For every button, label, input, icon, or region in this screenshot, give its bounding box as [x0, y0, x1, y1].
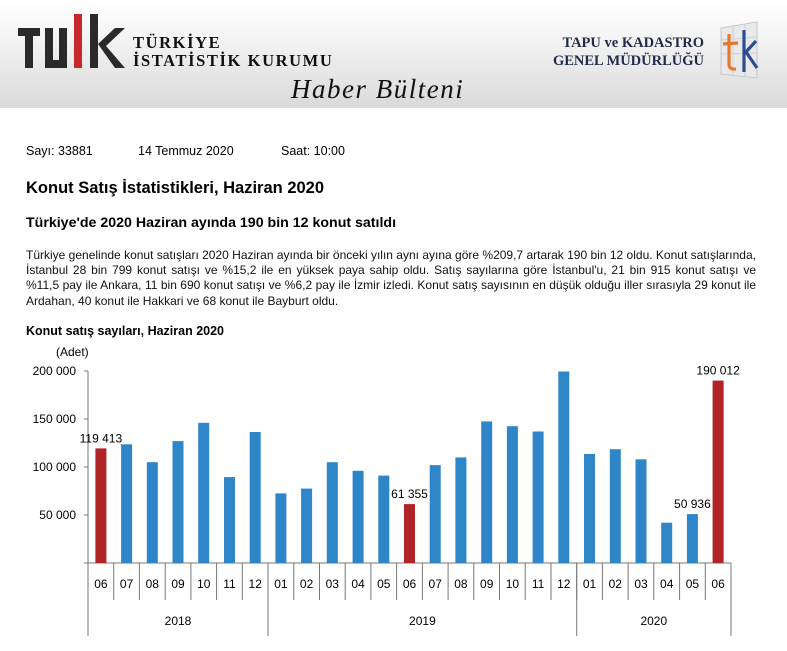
tkgm-name-line1: TAPU ve KADASTRO [562, 35, 704, 51]
bar-1 [121, 444, 132, 563]
x-tick-label: 12 [557, 577, 571, 591]
bar-14 [455, 457, 466, 563]
bar-12 [404, 504, 415, 563]
x-group-label: 2020 [640, 614, 668, 628]
x-tick-label: 02 [299, 577, 314, 591]
x-tick-label: 05 [377, 577, 391, 591]
x-tick-label: 02 [608, 577, 622, 591]
bar-22 [661, 523, 672, 563]
bar-7 [275, 493, 286, 563]
x-tick-label: 11 [223, 577, 236, 591]
x-tick-label: 10 [197, 577, 211, 591]
x-tick-label: 05 [685, 577, 700, 591]
x-tick-label: 09 [480, 577, 494, 591]
bulletin-time: Saat: 10:00 [281, 144, 345, 158]
y-tick-label: 50 000 [39, 508, 76, 522]
tkgm-name-line2: GENEL MÜDÜRLÜĞÜ [552, 53, 704, 69]
x-tick-label: 04 [660, 577, 674, 591]
x-group-label: 2019 [409, 614, 436, 628]
bar-16 [507, 426, 518, 563]
bar-11 [378, 476, 389, 563]
tuik-name-line2: İSTATİSTİK KURUMU [133, 51, 334, 70]
tuik-name-line1: TÜRKİYE [133, 33, 222, 52]
bulletin-date: 14 Temmuz 2020 [138, 144, 234, 158]
x-tick-label: 06 [711, 577, 725, 591]
data-label: 190 012 [696, 363, 740, 378]
bar-0 [95, 448, 106, 563]
bar-10 [353, 471, 364, 563]
bar-6 [250, 432, 261, 563]
bar-20 [610, 449, 621, 563]
chart-title: Konut satış sayıları, Haziran 2020 [26, 324, 225, 338]
summary-paragraph: Türkiye genelinde konut satışları 2020 Haziran ayında bir önceki yılın aynı ayına göre %209,7 artarak 190 bin 12 oldu. Konut satışlarında, İstanbul 28 bin 799 konut satışı ve %15,2 ile en yüksek paya sahip oldu. Satış sayılarına göre İstanbul'u, 21 bin 915 konut satışı ve %11,5 pay ile Ankara, 11 bin 690 konut satışı ve %6,2 pay ile İzmir izledi. Konut satış sayısının en düşük olduğu iller sırasıyla 29 konut ile Ardahan, 40 konut ile Hakkari ve 68 konut ile Bayburt oldu. [26, 248, 756, 308]
bulletin-number: Sayı: 33881 [26, 144, 93, 158]
bar-13 [430, 465, 441, 563]
x-tick-label: 06 [402, 577, 417, 591]
bar-19 [584, 454, 595, 563]
x-tick-label: 03 [634, 577, 648, 591]
bulletin-title: Haber Bülteni [291, 74, 465, 104]
x-tick-label: 08 [145, 577, 159, 591]
bar-17 [533, 432, 544, 564]
x-group-label: 2018 [164, 614, 192, 628]
x-tick-label: 07 [119, 577, 134, 591]
bar-15 [481, 421, 492, 563]
x-tick-label: 08 [454, 577, 468, 591]
x-tick-label: 07 [428, 577, 442, 591]
page-title: Konut Satış İstatistikleri, Haziran 2020 [26, 179, 325, 197]
bar-3 [173, 441, 184, 563]
y-tick-label: 100 000 [32, 460, 76, 474]
x-tick-label: 01 [582, 577, 597, 591]
bar-23 [687, 514, 698, 563]
bar-21 [636, 459, 647, 563]
x-tick-label: 11 [531, 577, 545, 591]
x-tick-label: 09 [171, 577, 185, 591]
bar-2 [147, 462, 158, 563]
x-tick-label: 03 [325, 577, 339, 591]
bar-9 [327, 462, 338, 563]
bar-8 [301, 489, 312, 563]
data-label: 61 355 [391, 487, 428, 502]
x-tick-label: 10 [505, 577, 520, 591]
bar-4 [198, 423, 209, 563]
bar-24 [713, 381, 724, 563]
y-axis-label: (Adet) [56, 345, 89, 359]
x-tick-label: 06 [94, 577, 108, 591]
data-label: 50 936 [674, 497, 711, 512]
bar-5 [224, 477, 235, 563]
data-label: 119 413 [79, 431, 123, 446]
page-subtitle: Türkiye'de 2020 Haziran ayında 190 bin 12 konut satıldı [26, 215, 397, 231]
x-tick-label: 04 [351, 577, 365, 591]
y-tick-label: 200 000 [32, 364, 76, 378]
bar-18 [558, 372, 569, 564]
x-tick-label: 12 [248, 577, 262, 591]
y-tick-label: 150 000 [32, 412, 76, 426]
x-tick-label: 01 [274, 577, 288, 591]
